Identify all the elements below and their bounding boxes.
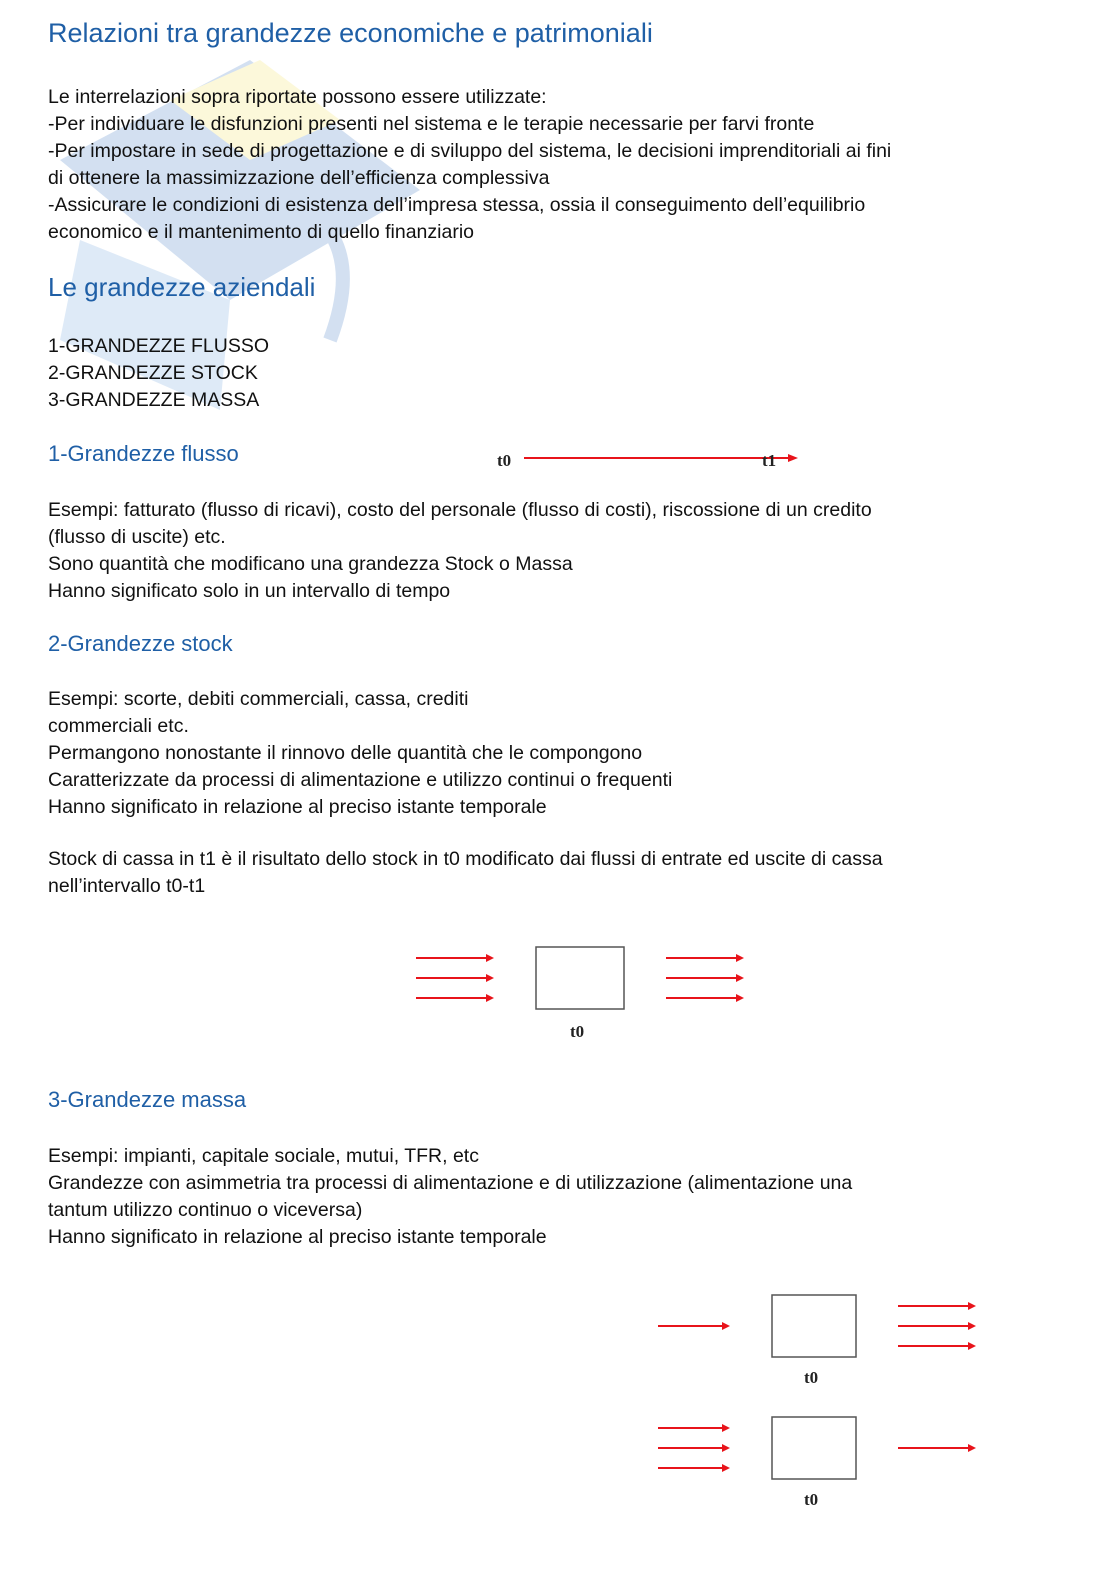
flusso-arrow-diagram: [522, 450, 802, 466]
outgoing-arrows: [898, 1302, 976, 1350]
text-line: Hanno significato in relazione al preciso istante temporale: [48, 796, 547, 818]
text-line: Esempi: scorte, debiti commerciali, cassa, crediti: [48, 688, 469, 710]
outgoing-arrow: [898, 1444, 976, 1452]
massa-diagram-bottom-label: t0: [804, 1490, 819, 1509]
incoming-arrows: [416, 954, 494, 1002]
massa-diagram-top: [656, 1292, 980, 1362]
massa-box-bottom: [772, 1417, 856, 1479]
section-heading-grandezze: Le grandezze aziendali: [48, 272, 316, 302]
text-line: nell’intervallo t0-t1: [48, 875, 206, 897]
arrow-head-icon: [788, 454, 798, 462]
stock-paragraph: [48, 846, 883, 900]
list-item: 3-GRANDEZZE MASSA: [48, 389, 260, 411]
intro-line: -Per impostare in sede di progettazione e di sviluppo del sistema, le decisioni imprenditoriali ai fini: [48, 140, 892, 162]
stock-diagram-label: t0: [570, 1022, 585, 1041]
list-item: 2-GRANDEZZE STOCK: [48, 362, 258, 384]
intro-line: economico e il mantenimento di quello finanziario: [48, 221, 474, 243]
massa-text: [48, 1143, 852, 1251]
text-line: (flusso di uscite) etc.: [48, 526, 226, 548]
incoming-arrows: [658, 1424, 730, 1472]
section-heading-flusso: 1-Grandezze flusso: [48, 441, 239, 466]
massa-box-top: [772, 1295, 856, 1357]
section-heading-stock: 2-Grandezze stock: [48, 631, 233, 656]
text-line: Hanno significato in relazione al preciso istante temporale: [48, 1226, 547, 1248]
text-line: Caratterizzate da processi di alimentazione e utilizzo continui o frequenti: [48, 769, 673, 791]
text-line: tantum utilizzo continuo o viceversa): [48, 1199, 363, 1221]
text-line: Hanno significato solo in un intervallo di tempo: [48, 580, 451, 602]
flusso-text: [48, 497, 872, 605]
intro-line: -Assicurare le condizioni di esistenza dell’impresa stessa, ossia il conseguimento dell’equilibrio: [48, 194, 866, 216]
text-line: Permangono nonostante il rinnovo delle quantità che le compongono: [48, 742, 643, 764]
text-line: Stock di cassa in t1 è il risultato dello stock in t0 modificato dai flussi di entrate ed uscite di cassa: [48, 848, 883, 870]
intro-block: [48, 84, 891, 246]
intro-line: Le interrelazioni sopra riportate possono essere utilizzate:: [48, 86, 547, 108]
text-line: commerciali etc.: [48, 715, 189, 737]
grandezze-list: [48, 333, 269, 414]
flusso-start-label: t0: [497, 451, 512, 470]
text-line: Esempi: impianti, capitale sociale, mutui, TFR, etc: [48, 1145, 479, 1167]
intro-line: -Per individuare le disfunzioni presenti nel sistema e le terapie necessarie per farvi fronte: [48, 113, 815, 135]
stock-diagram: [414, 944, 748, 1014]
massa-diagram-bottom: [656, 1414, 980, 1484]
section-heading-massa: 3-Grandezze massa: [48, 1087, 247, 1112]
text-line: Grandezze con asimmetria tra processi di alimentazione e di utilizzazione (alimentazione una: [48, 1172, 853, 1194]
flusso-end-label: t1: [762, 451, 777, 470]
text-line: Sono quantità che modificano una grandezza Stock o Massa: [48, 553, 573, 575]
text-line: Esempi: fatturato (flusso di ricavi), costo del personale (flusso di costi), riscossione di un credito: [48, 499, 872, 521]
page-title: Relazioni tra grandezze economiche e patrimoniali: [48, 18, 653, 48]
intro-line: di ottenere la massimizzazione dell’efficienza complessiva: [48, 167, 550, 189]
massa-diagram-top-label: t0: [804, 1368, 819, 1387]
list-item: 1-GRANDEZZE FLUSSO: [48, 335, 270, 357]
stock-text: [48, 686, 672, 821]
stock-box: [536, 947, 624, 1009]
incoming-arrow: [658, 1322, 730, 1330]
outgoing-arrows: [666, 954, 744, 1002]
